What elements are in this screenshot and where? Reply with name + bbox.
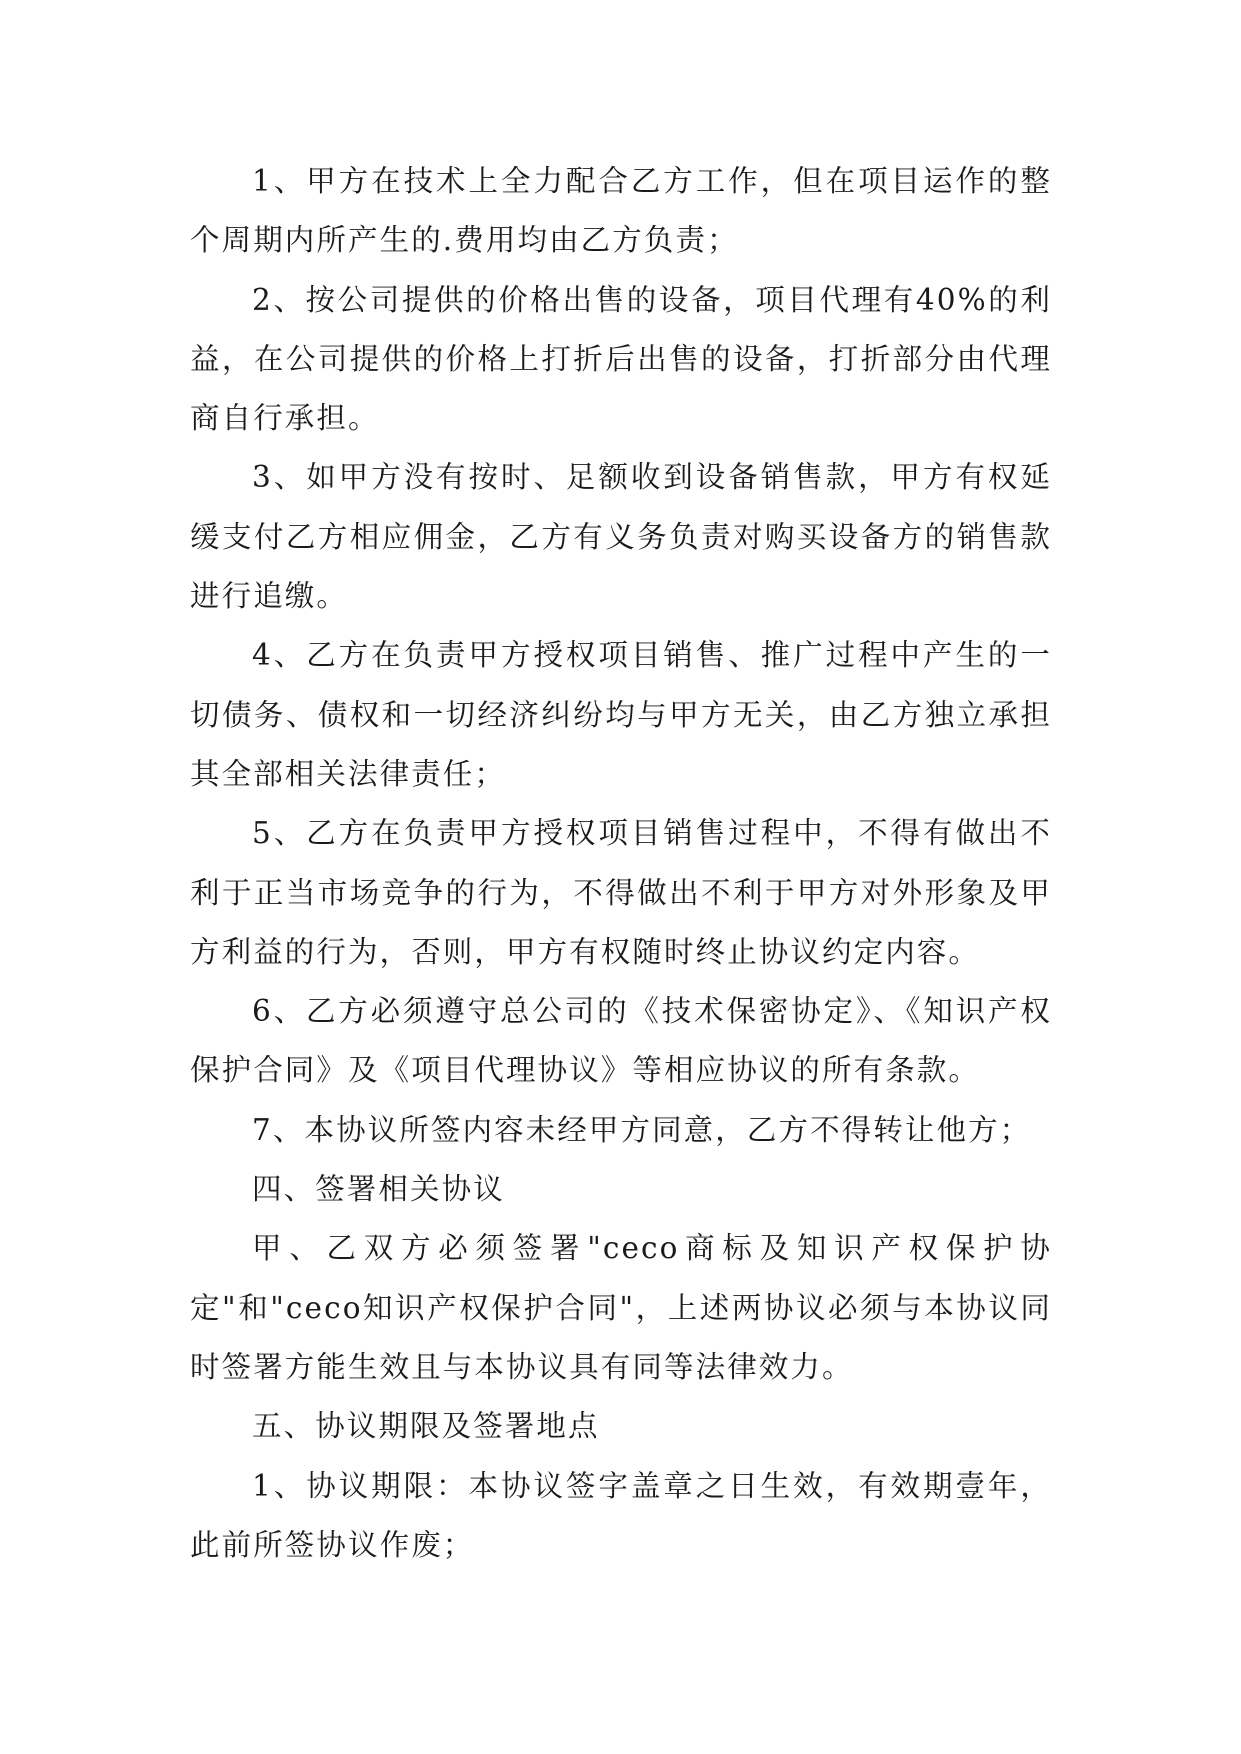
document-body [190,152,1052,1575]
clause-6-paragraph: 6、乙方必须遵守总公司的《技术保密协定》、《知识产权保护合同》及《项目代理协议》等相应协议的所有条款。 [190,994,1052,1088]
clause-3-paragraph: 3、如甲方没有按时、足额收到设备销售款，甲方有权延缓支付乙方相应佣金，乙方有义务负责对购买设备方的销售款进行追缴。 [190,460,1052,614]
section-4-body: 甲、乙双方必须签署"ceco商标及知识产权保护协定"和"ceco知识产权保护合同"，上述两协议必须与本协议同时签署方能生效且与本协议具有同等法律效力。 [190,1231,1052,1384]
clause-7-paragraph: 7、本协议所签内容未经甲方同意，乙方不得转让他方； [252,1112,1032,1147]
clause-1-paragraph: 1、甲方在技术上全力配合乙方工作，但在项目运作的整个周期内所产生的.费用均由乙方负责； [190,164,1052,258]
section-4-heading: 四、签署相关协议 [252,1172,505,1207]
clause-4-paragraph: 4、乙方在负责甲方授权项目销售、推广过程中产生的一切债务、债权和一切经济纠纷均与甲方无关，由乙方独立承担其全部相关法律责任； [190,638,1052,791]
clause-5-paragraph: 5、乙方在负责甲方授权项目销售过程中，不得有做出不利于正当市场竞争的行为，不得做出不利于甲方对外形象及甲方利益的行为，否则，甲方有权随时终止协议约定内容。 [190,816,1052,969]
term-clause-paragraph: 1、协议期限：本协议签字盖章之日生效，有效期壹年，此前所签协议作废； [190,1468,1052,1562]
section-5-heading: 五、协议期限及签署地点 [252,1409,600,1444]
clause-2-paragraph: 2、按公司提供的价格出售的设备，项目代理有40%的利益，在公司提供的价格上打折后出售的设备，打折部分由代理商自行承担。 [190,282,1052,436]
